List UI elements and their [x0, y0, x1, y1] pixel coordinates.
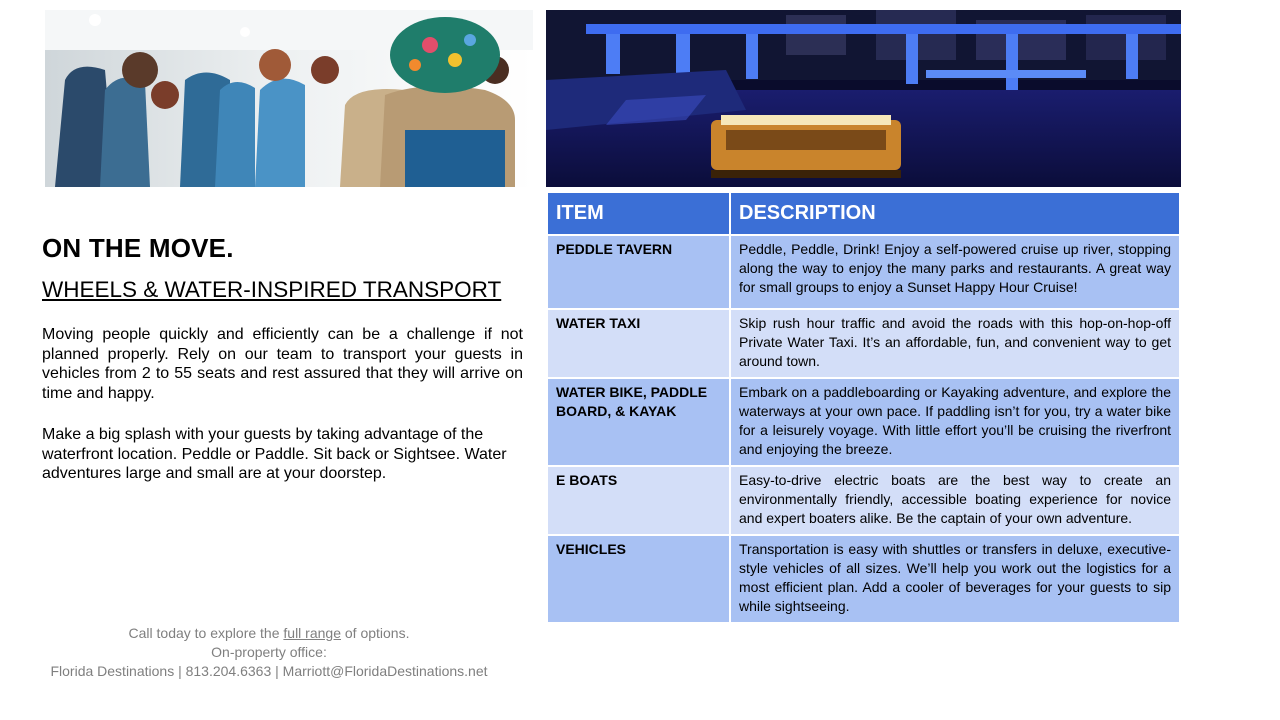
footer-line-1: [20, 624, 518, 643]
footer-line-2: On-property office:: [211, 644, 327, 660]
river-night-photo: [546, 10, 1181, 187]
footer-line-3: Florida Destinations | 813.204.6363 | Marriott@FloridaDestinations.net: [50, 663, 488, 679]
waterfront-paragraph: Make a big splash with your guests by taking advantage of the waterfront location. Peddle or Paddle. Sit back or Sightsee. Water adventures large and small are at your doorstep.: [42, 426, 507, 482]
footer-text: Call today to explore the: [128, 625, 284, 641]
item-cell: WATER BIKE, PADDLE BOARD, & KAYAK: [547, 378, 730, 466]
page-title: ON THE MOVE.: [42, 233, 234, 263]
description-cell: Easy-to-drive electric boats are the best way to create an environmentally friendly, accessible boating experience for novice and expert boaters alike. Be the captain of your own adventure.: [730, 466, 1180, 535]
transport-options-table: [546, 191, 1181, 624]
description-cell: Skip rush hour traffic and avoid the roads with this hop-on-hop-off Private Water Taxi. It’s an affordable, fun, and convenient way to get around town.: [730, 309, 1180, 378]
description-cell: Transportation is easy with shuttles or transfers in deluxe, executive-style vehicles of all sizes. We’ll help you work out the logistics for a most efficient plan. Add a cooler of beverages for your guests to sip while sightseeing.: [730, 535, 1180, 623]
table-row: [547, 235, 1180, 309]
table-row: [547, 378, 1180, 466]
header-description: DESCRIPTION: [730, 192, 1180, 235]
item-cell: VEHICLES: [547, 535, 730, 623]
table-row: [547, 309, 1180, 378]
page-subtitle: WHEELS & WATER-INSPIRED TRANSPORT: [42, 277, 502, 302]
table-row: [547, 466, 1180, 535]
header-item: ITEM: [547, 192, 730, 235]
item-cell: WATER TAXI: [547, 309, 730, 378]
table-header-row: [547, 192, 1180, 235]
table-row: [547, 535, 1180, 623]
item-cell: E BOATS: [547, 466, 730, 535]
intro-paragraph: Moving people quickly and efficiently can be a challenge if not planned properly. Rely on our team to transport your guests in vehicles from 2 to 55 seats and rest assured that they will arrive on time and happy.: [42, 326, 523, 402]
bus-interior-photo: [45, 10, 533, 187]
full-range-link[interactable]: full range: [283, 625, 341, 641]
description-cell: Embark on a paddleboarding or Kayaking adventure, and explore the waterways at your own pace. If paddling isn’t for you, try a water bike for a leisurely voyage. With little effort you’ll be cruising the riverfront and enjoying the breeze.: [730, 378, 1180, 466]
contact-footer: [20, 624, 518, 681]
footer-text: of options.: [340, 625, 410, 641]
description-cell: Peddle, Peddle, Drink! Enjoy a self-powered cruise up river, stopping along the way to enjoy the many parks and restaurants. A great way for small groups to enjoy a Sunset Happy Hour Cruise!: [730, 235, 1180, 309]
item-cell: PEDDLE TAVERN: [547, 235, 730, 309]
